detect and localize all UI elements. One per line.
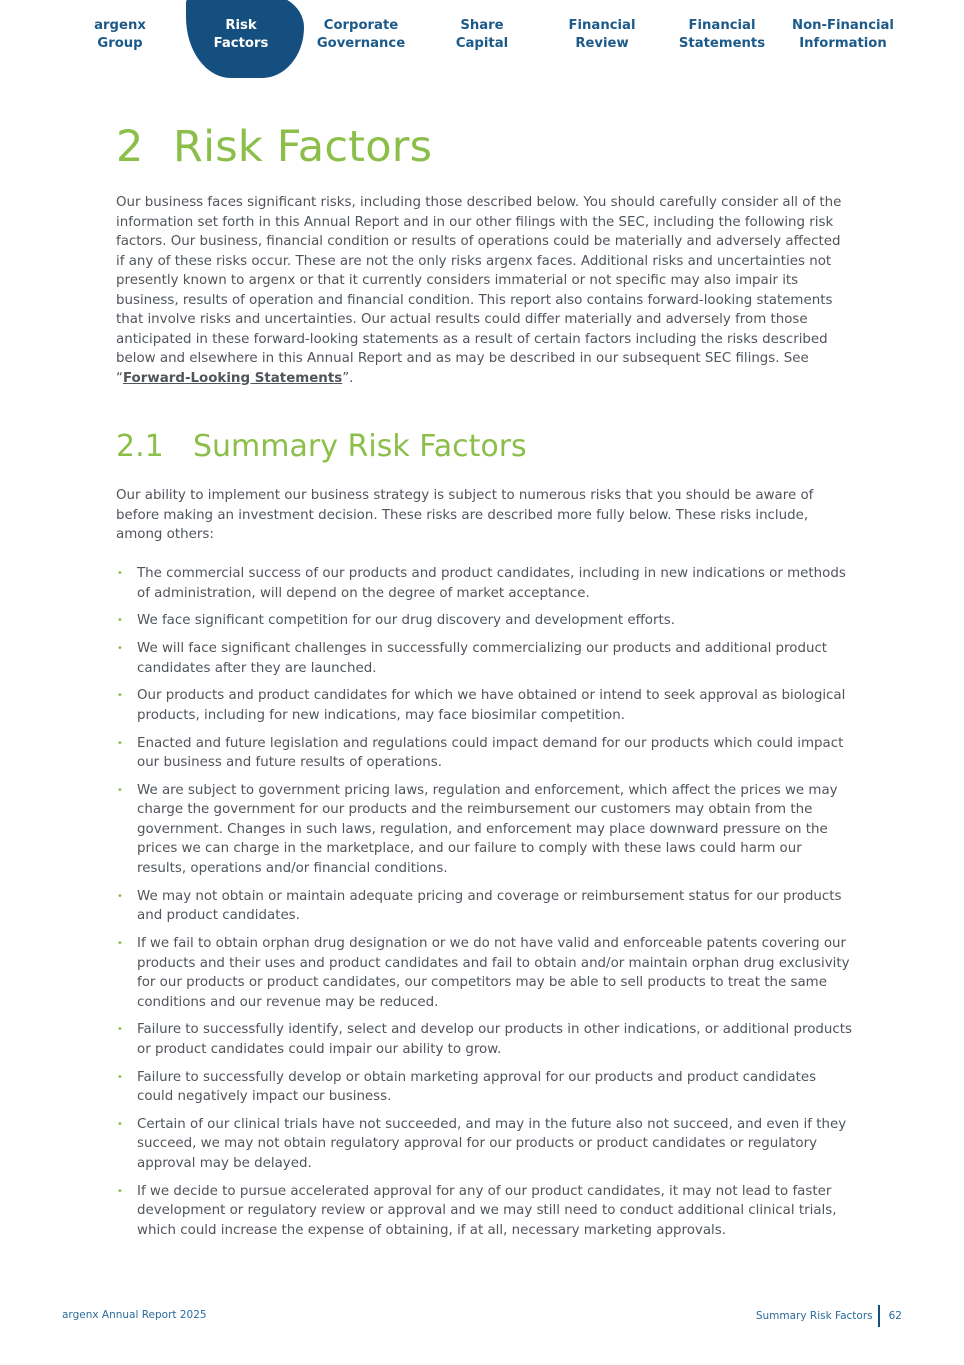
risk-item-text: Our products and product candidates for which we have obtained or intend to seek approval as biological products, including for new indications, may face biosimilar competition. [137,688,846,723]
risk-list-item [116,781,852,879]
risk-list-item [116,1115,852,1174]
nav-tab-label: Financial [568,18,636,33]
nav-tab-label: Group [97,35,143,51]
nav-tab-argenx-group[interactable] [60,17,180,52]
bullet-icon: • [117,643,123,655]
nav-tab-label: Information [799,35,887,51]
nav-tab-label: Financial [688,18,756,33]
risk-list-item [116,934,852,1012]
risk-list-item [116,639,852,678]
nav-tab-share-capital[interactable] [422,17,542,52]
bullet-icon: • [117,1024,123,1036]
nav-tab-non-financial-information[interactable] [783,17,903,52]
risk-item-text: We face significant competition for our drug discovery and development efforts. [137,613,675,629]
risk-list-item [116,1068,852,1107]
nav-tab-label: Capital [455,35,509,51]
bullet-icon: • [117,1071,123,1083]
risk-item-text: If we fail to obtain orphan drug designation or we do not have valid and enforceable patents covering our products and their uses and product candidates and fail to obtain and/or maintain orphan drug exclusivity for our products or product candidates, our competitors may be able to sell products to treat the same conditions and our revenue may be reduced. [137,936,850,1010]
footer-section-name: Summary Risk Factors [755,1310,873,1322]
bullet-icon: • [117,1118,123,1130]
subsection-title: Summary Risk Factors [193,429,527,464]
nav-tab-risk-factors[interactable] [181,17,301,52]
section-intro-paragraph [116,193,852,388]
nav-tab-corporate-governance[interactable] [301,17,421,52]
risk-item-text: Failure to successfully identify, select and develop our products in other indications, or additional products or product candidates could impair our ability to grow. [137,1022,853,1057]
section-title: Risk Factors [173,122,433,172]
nav-tab-label: argenx [94,18,146,33]
subsection-heading [116,427,527,467]
risk-item-text: Failure to successfully develop or obtain marketing approval for our products and product candidates could negatively impact our business. [137,1069,817,1105]
nav-tab-label: Governance [316,35,406,51]
bullet-icon: • [117,890,123,902]
intro-text: Our business faces significant risks, including those described below. You should carefully consider all of the information set forth in this Annual Report and in our other filings with the SEC, including the following risk factors. Our business, financial condition or results of operations could be materially and adversely affected if any of these risks occur. These are not the only risks argenx faces. Additional risks and uncertainties not presently known to argenx or that it currently considers immaterial or not specific may also impair its business, results of operation and financial condition. This report also contains forward-looking statements that involve risks and uncertainties. Our actual results could differ materially and adversely from those anticipated in these forward-looking statements as a result of certain factors including the risks described below and elsewhere in this Annual Report and as may be described in our subsequent SEC filings. See “ [116,195,842,386]
risk-item-text: We will face significant challenges in successfully commercializing our products and additional product candidates after they are launched. [137,641,828,676]
risk-item-text: The commercial success of our products and product candidates, including in new indications or methods of administration, will depend on the degree of market acceptance. [137,566,846,601]
forward-looking-statements-link[interactable]: Forward-Looking Statements [122,370,343,386]
summary-risk-list [116,564,852,1249]
subsection-number: 2.1 [116,429,164,464]
footer-report-title: argenx Annual Report 2025 [62,1309,207,1321]
risk-list-item [116,611,852,631]
nav-tab-label: Risk [225,18,257,33]
nav-tab-label: Share [460,18,504,33]
risk-list-item [116,887,852,926]
risk-list-item [116,1182,852,1241]
top-navigation [0,0,964,80]
section-heading [116,120,432,174]
bullet-icon: • [117,568,123,579]
bullet-icon: • [117,1185,123,1197]
bullet-icon: • [117,690,123,702]
nav-tab-label: Factors [213,35,269,51]
risk-list-item [116,734,852,773]
bullet-icon: • [117,784,123,796]
bullet-icon: • [117,737,123,749]
footer-divider [878,1305,880,1327]
nav-tab-financial-statements[interactable] [662,17,782,52]
nav-tab-label: Statements [678,35,766,51]
footer-page-info [756,1305,902,1327]
nav-tab-label: Non-Financial [792,18,894,33]
risk-item-text: Enacted and future legislation and regulations could impact demand for our products which could impact our business and future results of operations. [137,735,844,771]
bullet-icon: • [117,615,123,627]
risk-list-item [116,1020,852,1059]
intro-text-end: ”. [342,370,354,386]
nav-tab-label: Review [575,35,629,51]
bullet-icon: • [117,938,123,950]
risk-item-text: We may not obtain or maintain adequate pricing and coverage or reimbursement status for our products and product candidates. [137,888,842,924]
risk-item-text: Certain of our clinical trials have not succeeded, and may in the future also not succeed, and even if they succeed, we may not obtain regulatory approval for our products or product candidates or regulatory approval may be delayed. [137,1116,847,1171]
subsection-intro-paragraph: Our ability to implement our business strategy is subject to numerous risks that you should be aware of before making an investment decision. These risks are described more fully below. These risks include, among others: [116,488,814,542]
nav-tab-financial-review[interactable] [542,17,662,52]
section-number: 2 [116,122,144,172]
risk-item-text: If we decide to pursue accelerated approval for any of our product candidates, it may not lead to faster development or regulatory review or approval and we may still need to conduct additional clinical trials, which could increase the expense of obtaining, if at all, necessary marketing approvals. [137,1183,837,1238]
risk-item-text: We are subject to government pricing laws, regulation and enforcement, which affect the prices we may charge the government for our products and the reimbursement our customers may obtain from the government. Changes in such laws, regulation, and enforcement may place downward pressure on the prices we can charge in the marketplace, and our failure to comply with these laws could harm our results, operations and/or financial conditions. [137,782,838,876]
nav-tab-label: Corporate [323,18,399,33]
page-number: 62 [888,1310,902,1322]
risk-list-item [116,686,852,725]
risk-list-item [116,564,852,603]
